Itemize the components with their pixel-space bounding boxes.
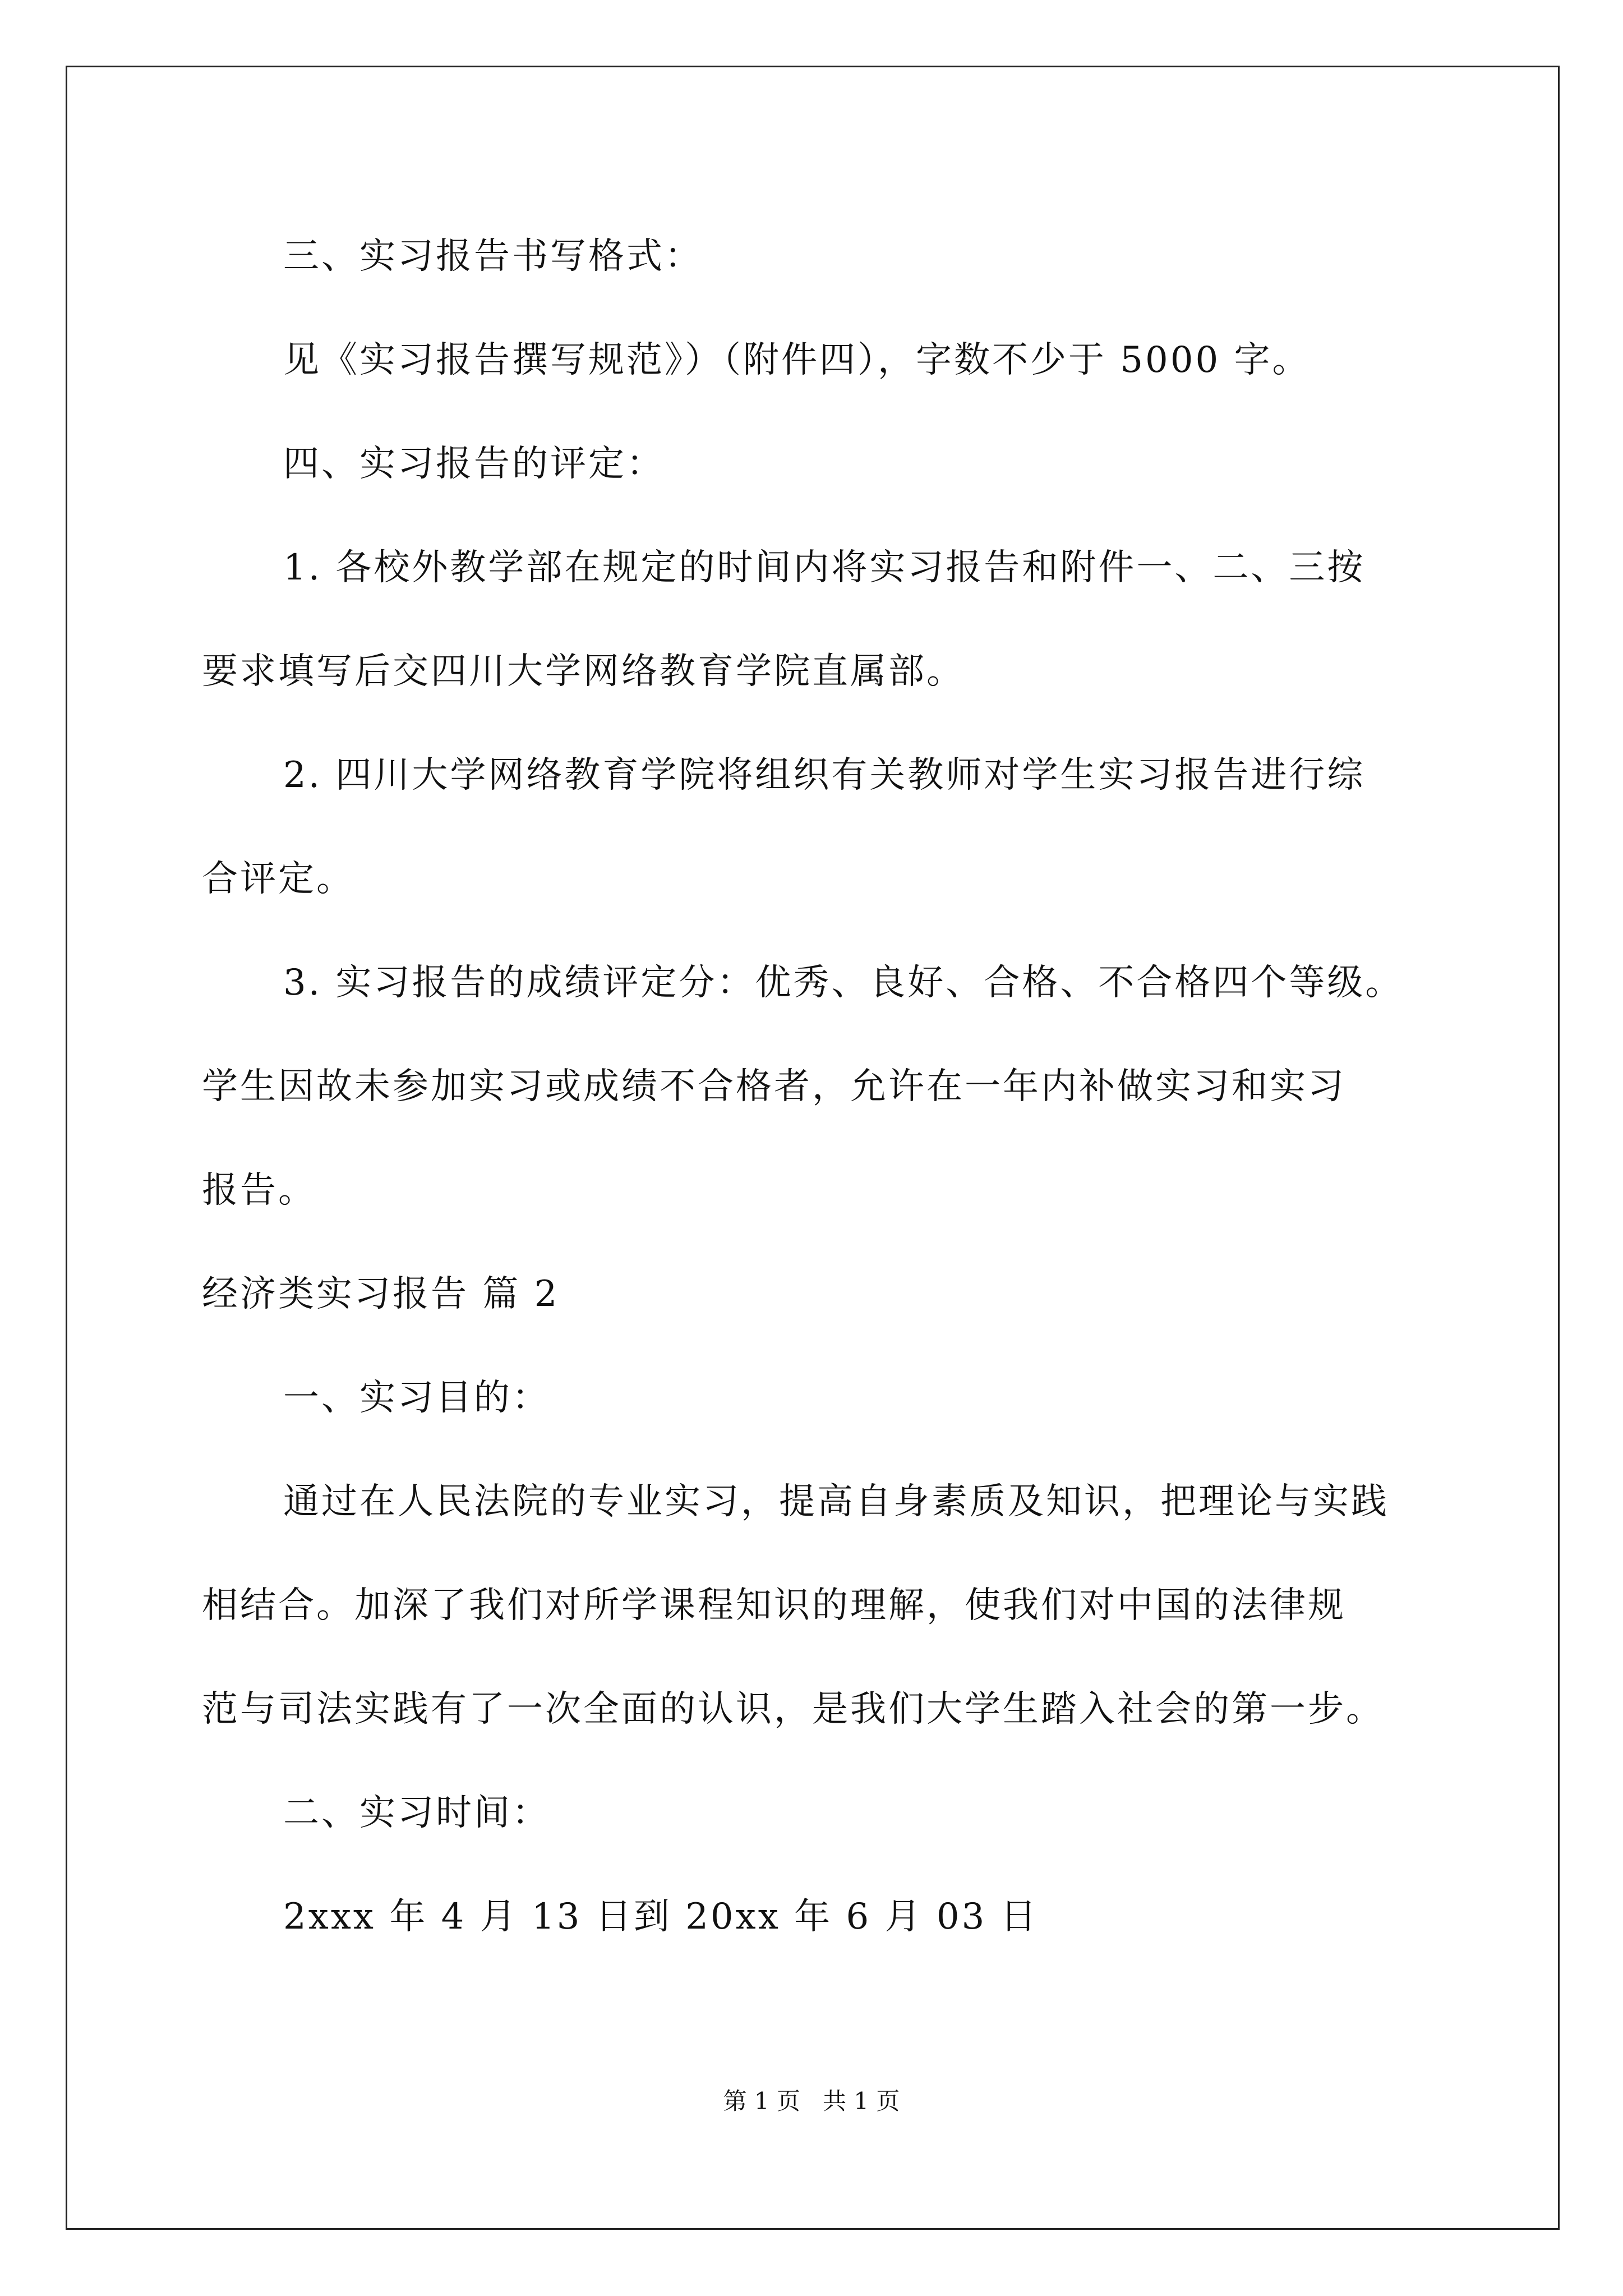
paragraph-line: 1. 各校外教学部在规定的时间内将实习报告和附件一、二、三按 [283,547,1366,588]
section-heading-format: 三、实习报告书写格式： [283,236,703,277]
section-heading-time: 二、实习时间： [283,1792,550,1834]
section-heading-evaluation: 四、实习报告的评定： [283,443,665,485]
paragraph-line: 2xxx 年 4 月 13 日到 20xx 年 6 月 03 日 [283,1896,1039,1938]
paragraph-line: 学生因故未参加实习或成绩不合格者，允许在一年内补做实习和实习 [202,1066,1346,1107]
paragraph-line: 范与司法实践有了一次全面的认识，是我们大学生踏入社会的第一步。 [202,1688,1384,1730]
paragraph-line: 通过在人民法院的专业实习，提高自身素质及知识，把理论与实践 [283,1481,1389,1522]
page-total: 共 1 页 [823,2087,900,2115]
paragraph-line: 合评定。 [202,858,354,900]
paragraph-line: 见《实习报告撰写规范》）（附件四），字数不少于 5000 字。 [283,339,1311,381]
page-footer [0,2087,1623,2115]
section-heading-purpose: 一、实习目的： [283,1377,550,1419]
paragraph-line: 要求填写后交四川大学网络教育学院直属部。 [202,651,965,692]
paragraph-line: 相结合。加深了我们对所学课程知识的理解，使我们对中国的法律规 [202,1585,1346,1626]
article-title: 经济类实习报告 篇 2 [202,1273,560,1315]
paragraph-line: 2. 四川大学网络教育学院将组织有关教师对学生实习报告进行综 [283,754,1366,796]
page-number: 第 1 页 [723,2087,800,2115]
paragraph-line: 报告。 [202,1170,316,1211]
paragraph-line: 3. 实习报告的成绩评定分：优秀、良好、合格、不合格四个等级。 [283,962,1404,1004]
